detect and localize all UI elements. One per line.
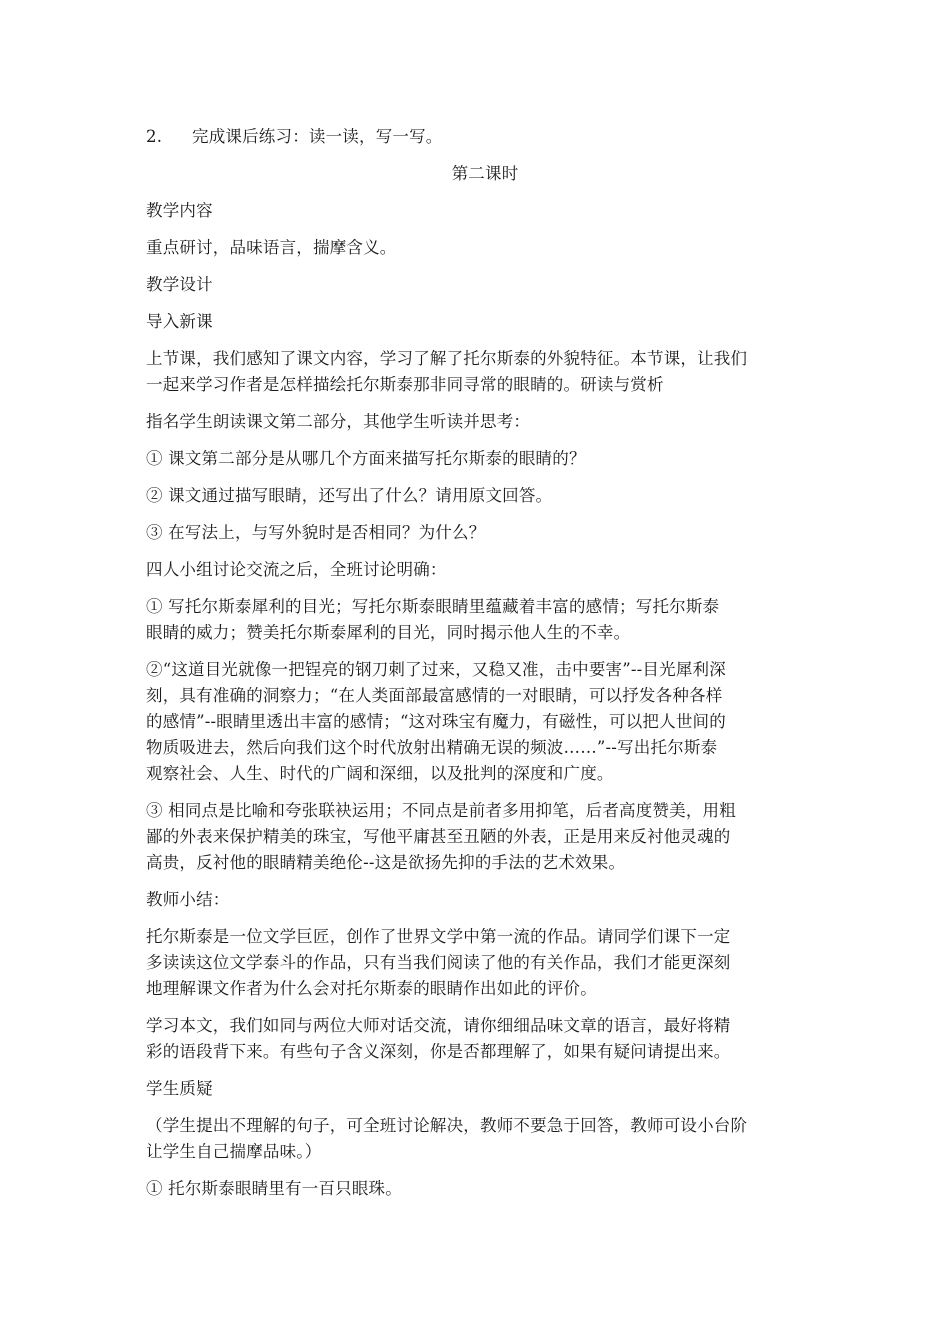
list-number: 2.: [146, 127, 163, 146]
study-paragraph: [146, 1013, 810, 1065]
paragraph-line: 彩的语段背下来。有些句子含义深刻，你是否都理解了，如果有疑问请提出来。: [146, 1042, 731, 1061]
intro-heading: 导入新课: [146, 312, 213, 331]
paragraph-line: 高贵，反衬他的眼睛精美绝伦--这是欲扬先抑的手法的艺术效果。: [146, 853, 626, 872]
paragraph-line: 上节课，我们感知了课文内容，学习了解了托尔斯泰的外貌特征。本节课，让我们: [146, 349, 748, 368]
paragraph-line: 观察社会、人生、时代的广阔和深细，以及批判的深度和广度。: [146, 764, 614, 783]
answer-1: [146, 594, 810, 646]
paragraph-line: 托尔斯泰是一位文学巨匠，创作了世界文学中第一流的作品。请同学们课下一定: [146, 927, 731, 946]
paragraph-line: 学习本文，我们如同与两位大师对话交流，请你细细品味文章的语言，最好将精: [146, 1016, 731, 1035]
paragraph-line: ① 写托尔斯泰犀利的目光；写托尔斯泰眼睛里蕴藏着丰富的感情；写托尔斯泰: [146, 597, 720, 616]
paragraph-line: ③ 相同点是比喻和夸张联袂运用；不同点是前者多用抑笔，后者高度赞美，用粗: [146, 801, 736, 820]
summary-heading: 教师小结：: [146, 890, 230, 909]
paragraph-line: 物质吸进去，然后向我们这个时代放射出精确无误的频波……”--写出托尔斯泰: [146, 738, 718, 757]
list-item-text: 完成课后练习：读一读，写一写。: [192, 127, 443, 146]
question-3: ③ 在写法上，与写外貌时是否相同？为什么？: [146, 523, 486, 542]
question-1: ① 课文第二部分是从哪几个方面来描写托尔斯泰的眼睛的？: [146, 449, 586, 468]
read-prompt: 指名学生朗读课文第二部分，其他学生听读并思考：: [146, 412, 531, 431]
intro-paragraph: [146, 346, 810, 398]
paragraph-line: 一起来学习作者是怎样描绘托尔斯泰那非同寻常的眼睛的。研读与赏析: [146, 375, 664, 394]
list-item-2: [146, 124, 810, 150]
question-2: ② 课文通过描写眼睛，还写出了什么？请用原文回答。: [146, 486, 553, 505]
answer-2: [146, 657, 810, 787]
discussion-line: 四人小组讨论交流之后，全班讨论明确：: [146, 560, 447, 579]
paragraph-line: 眼睛的威力；赞美托尔斯泰犀利的目光，同时揭示他人生的不幸。: [146, 623, 631, 642]
paragraph-line: 让学生自己揣摩品味。）: [146, 1142, 322, 1161]
sentence-1: ① 托尔斯泰眼睛里有一百只眼珠。: [146, 1179, 402, 1198]
paragraph-line: 多读读这位文学泰斗的作品，只有当我们阅读了他的有关作品，我们才能更深刻: [146, 953, 731, 972]
section-content-text: 重点研讨，品味语言，揣摩含义。: [146, 238, 397, 257]
question-heading: 学生质疑: [146, 1079, 213, 1098]
paragraph-line: 刻，具有准确的洞察力；“在人类面部最富感情的一对眼睛，可以抒发各种各样: [146, 686, 723, 705]
section-heading-content: 教学内容: [146, 201, 213, 220]
section-heading-design: 教学设计: [146, 275, 213, 294]
paragraph-line: 的感情”--眼睛里透出丰富的感情；“这对珠宝有魔力，有磁性，可以把人世间的: [146, 712, 726, 731]
paragraph-line: 地理解课文作者为什么会对托尔斯泰的眼睛作出如此的评价。: [146, 979, 597, 998]
document-body: [146, 124, 810, 1213]
lesson-title: 第二课时: [451, 164, 519, 183]
paragraph-line: ②“这道目光就像一把锃亮的钢刀刺了过来，又稳又准，击中要害”--目光犀利深: [146, 660, 726, 679]
question-note: [146, 1113, 810, 1165]
answer-3: [146, 798, 810, 876]
paragraph-line: 鄙的外表来保护精美的珠宝，写他平庸甚至丑陋的外表，正是用来反衬他灵魂的: [146, 827, 731, 846]
summary-paragraph: [146, 924, 810, 1002]
paragraph-line: （学生提出不理解的句子，可全班讨论解决，教师不要急于回答，教师可设小台阶: [146, 1116, 748, 1135]
